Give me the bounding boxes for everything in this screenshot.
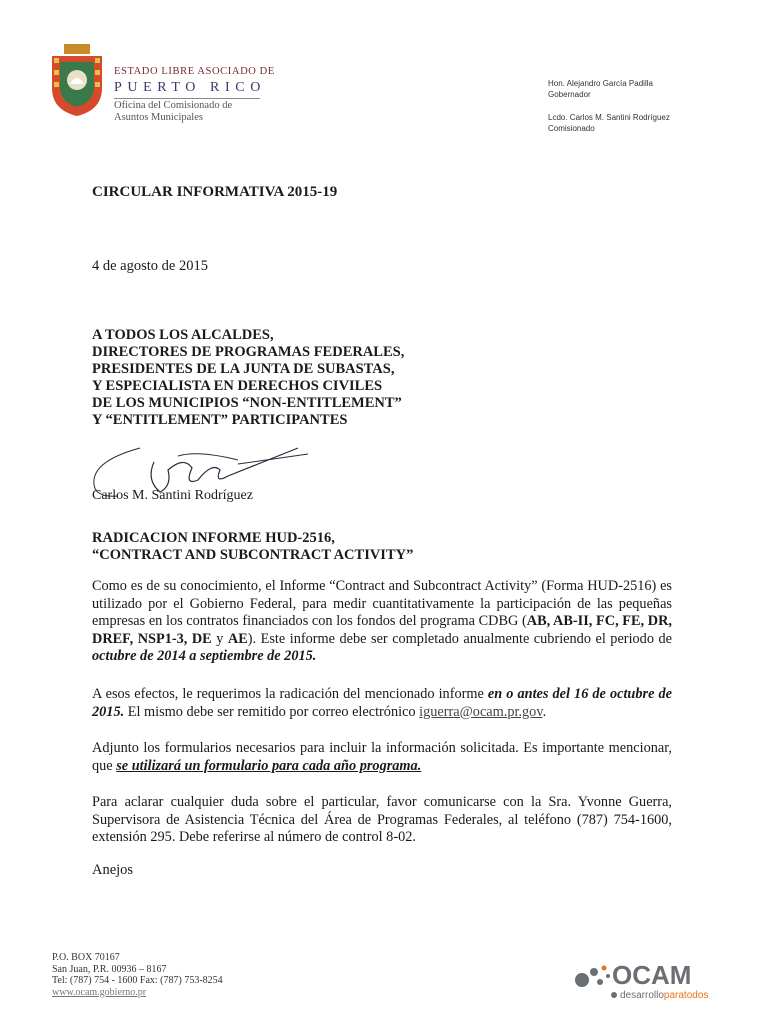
governor-title: Gobernador [548, 90, 591, 99]
letter-date: 4 de agosto de 2015 [92, 258, 208, 274]
letterhead-line-3: Oficina del Comisionado de [114, 100, 233, 111]
text-span: y [211, 630, 228, 647]
addressee-line: A TODOS LOS ALCALDES, [92, 327, 274, 343]
svg-text:desarrolloparatodos [620, 990, 708, 1001]
footer-phones: Tel: (787) 754 - 1600 Fax: (787) 753-8254 [52, 975, 223, 986]
text-span: Adjunto los formularios necesarios para incluir la información solicitada. Es importante mencionar, que [92, 740, 672, 774]
letterhead-line-2: PUERTO RICO [114, 80, 266, 95]
paragraph-2 [92, 686, 672, 721]
email-link[interactable]: iguerra@ocam.pr.gov [419, 703, 543, 720]
subject-line: RADICACION INFORME HUD-2516, [92, 530, 335, 546]
period-emphasis: octubre de 2014 a septiembre de 2015. [92, 648, 317, 664]
commissioner-block [548, 112, 670, 134]
commissioner-name: Lcdo. Carlos M. Santini Rodríguez [548, 113, 670, 122]
letterhead-line-1: ESTADO LIBRE ASOCIADO DE [114, 66, 275, 77]
logo-wordmark: OCAM [612, 960, 692, 990]
addressee-line: Y “ENTITLEMENT” PARTICIPANTES [92, 412, 348, 428]
commissioner-title: Comisionado [548, 124, 595, 133]
addressee-line: Y ESPECIALISTA EN DERECHOS CIVILES [92, 378, 383, 394]
paragraph-3 [92, 740, 672, 775]
subject-line: “CONTRACT AND SUBCONTRACT ACTIVITY” [92, 547, 414, 563]
governor-block [548, 78, 653, 100]
attachments-label: Anejos [92, 862, 134, 878]
addressee-line: DE LOS MUNICIPIOS “NON-ENTITLEMENT” [92, 395, 402, 411]
program-list: AB, AB-II, FC, FE, DR, DREF, NSP1-3, DE [92, 613, 672, 647]
text-span: ). Este informe debe ser completado anualmente cubriendo el periodo de [247, 630, 672, 647]
footer-box: P.O. BOX 70167 [52, 952, 120, 963]
puerto-rico-seal-icon [46, 44, 108, 116]
letterhead-line-4: Asuntos Municipales [114, 112, 203, 123]
footer-city: San Juan, P.R. 00936 – 8167 [52, 963, 167, 975]
form-emphasis: se utilizará un formulario para cada año programa. [116, 757, 422, 774]
text-span: Como es de su conocimiento, el Informe “Contract and Subcontract Activity” (Forma HUD-2516) es utilizado por el Gobierno Federal, para medir cuantitativamente la participación de las pequeñas empresas en los contratos financiados con los fondos del programa CDBG ( [92, 578, 672, 629]
deadline-emphasis: en o antes del 16 de octubre de 2015. [92, 686, 672, 720]
program-ae: AE [227, 630, 248, 647]
text-span: A esos efectos, le requerimos la radicación del mencionado informe [92, 686, 488, 702]
text-span: . [542, 703, 547, 720]
logo-tagline-a: desarrollo [620, 990, 664, 1001]
paragraph-4: Para aclarar cualquier duda sobre el particular, favor comunicarse con la Sra. Yvonne Guerra, Supervisora de Asistencia Técnica del Área de Programas Federales, al teléfono (787) 754-1600, extensión 295. Debe referirse al número de control 8-02. [92, 794, 672, 845]
addressee-line: DIRECTORES DE PROGRAMAS FEDERALES, [92, 344, 405, 360]
text-span: El mismo debe ser remitido por correo electrónico [124, 703, 420, 720]
logo-tagline-b: paratodos [663, 990, 709, 1001]
sender-name: Carlos M. Santini Rodríguez [92, 488, 253, 503]
governor-name: Hon. Alejandro García Padilla [548, 79, 653, 88]
paragraph-1 [92, 578, 672, 666]
footer-address [52, 952, 223, 998]
footer-website-link[interactable]: www.ocam.gobierno.pr [52, 986, 147, 998]
addressees-block [92, 327, 404, 429]
circular-title: CIRCULAR INFORMATIVA 2015-19 [92, 184, 338, 200]
addressee-line: PRESIDENTES DE LA JUNTA DE SUBASTAS, [92, 361, 395, 377]
ocam-logo [574, 958, 724, 1002]
subject-block [92, 530, 413, 564]
letterhead-divider [114, 98, 260, 99]
